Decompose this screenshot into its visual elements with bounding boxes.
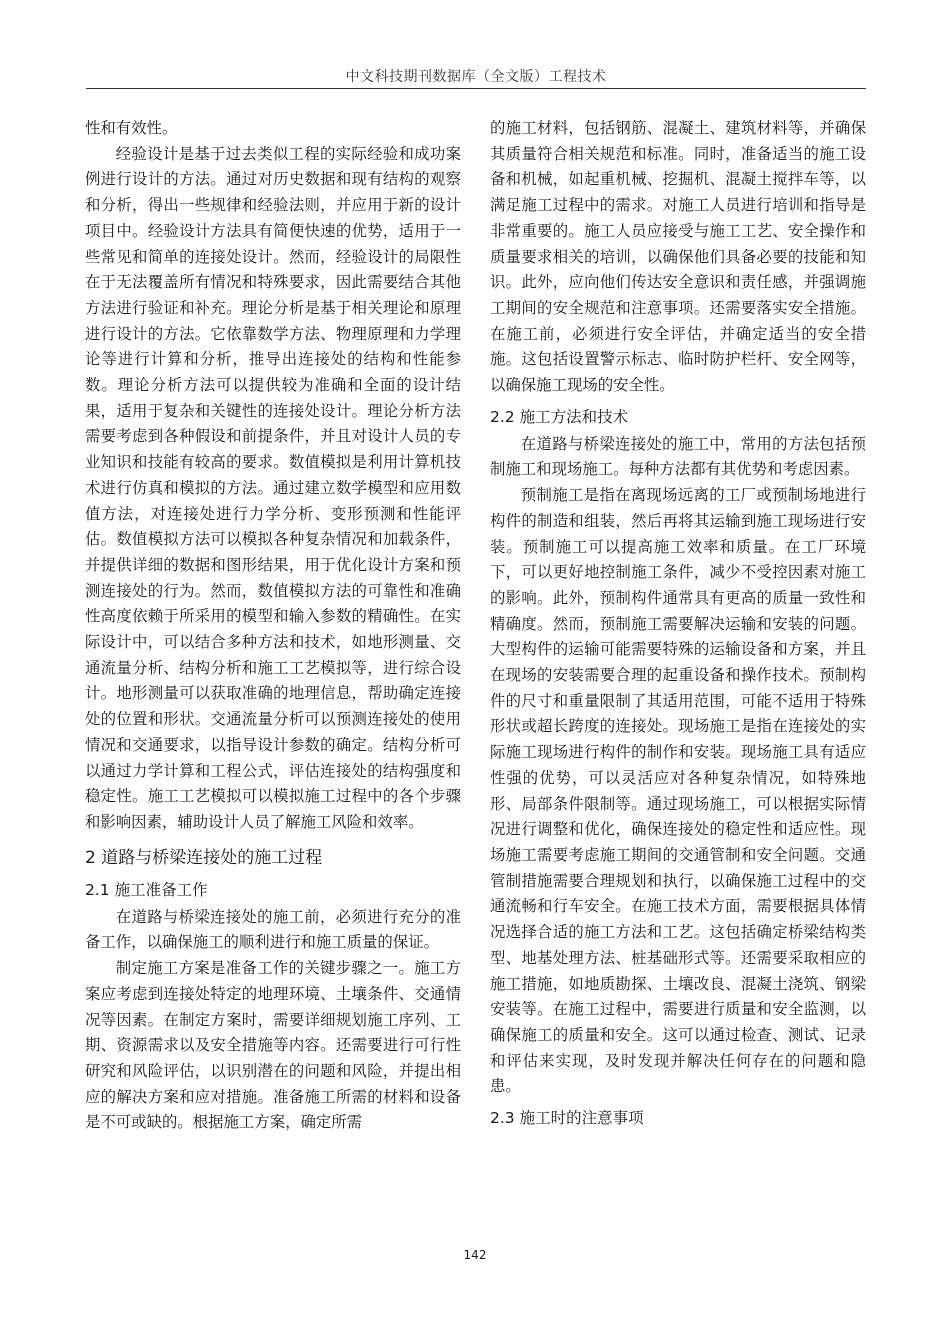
left-column — [85, 116, 461, 1136]
paragraph-continuation: 性和有效性。 — [85, 119, 178, 137]
subsection-heading-2-1: 2.1 施工准备工作 — [85, 880, 208, 899]
subsection-heading-2-2: 2.2 施工方法和技术 — [490, 407, 629, 426]
paragraph-prefab-and-onsite: 预制施工是指在离现场远离的工厂或预制场地进行构件的制造和组装，然后再将其运输到施工现场进行安装。预制施工可以提高施工效率和质量。在工厂环境下，可以更好地控制施工条件，减少不受控因素对施工的影响。此外，预制构件通常具有更高的质量一致性和精确度。然而，预制施工需要解决运输和安装的问题。大型构件的运输可能需要特殊的运输设备和方案，并且在现场的安装需要合理的起重设备和操作技术。预制构件的尺寸和重量限制了其适用范围，可能不适用于特殊形状或超长跨度的连接处。现场施工是指在连接处的实际施工现场进行构件的制作和安装。现场施工具有适应性强的优势，可以灵活应对各种复杂情况，如特殊地形、局部条件限制等。通过现场施工，可以根据实际情况进行调整和优化，确保连接处的稳定性和适应性。现场施工需要考虑施工期间的交通管制和安全问题。交通管制措施需要合理规划和执行，以确保施工过程中的交通流畅和行车安全。在施工技术方面，需要根据具体情况选择合适的施工方法和工艺。这包括确定桥梁结构类型、地基处理方法、桩基础形式等。还需要采取相应的施工措施，如地质勘探、土壤改良、混凝土浇筑、钢梁安装等。在施工过程中，需要进行质量和安全监测，以确保施工的质量和安全。这可以通过检查、测试、记录和评估来实现，及时发现并解决任何存在的问题和隐患。 — [490, 486, 866, 1096]
running-header: 中文科技期刊数据库（全文版）工程技术 — [345, 69, 607, 85]
section-heading-2: 2 道路与桥梁连接处的施工过程 — [85, 847, 323, 868]
subsection-heading-2-3: 2.3 施工时的注意事项 — [490, 1109, 644, 1128]
paragraph-methods-intro: 在道路与桥梁连接处的施工中，常用的方法包括预制施工和现场施工。每种方法都有其优势和考虑因素。 — [490, 434, 866, 479]
paragraph-preparation-intro: 在道路与桥梁连接处的施工前，必须进行充分的准备工作，以确保施工的顺利进行和施工质量的保证。 — [85, 907, 461, 952]
paragraph-construction-plan: 制定施工方案是准备工作的关键步骤之一。施工方案应考虑到连接处特定的地理环境、土壤条件、交通情况等因素。在制定方案时，需要详细规划施工序列、工期、资源需求以及安全措施等内容。还需要进行可行性研究和风险评估，以识别潜在的问题和风险，并提出相应的解决方案和应对措施。准备施工所需的材料和设备是不可或缺的。根据施工方案，确定所需 — [85, 959, 461, 1132]
page-number: 142 — [463, 1248, 487, 1262]
header-rule — [86, 88, 866, 89]
right-column — [490, 116, 866, 1133]
paragraph-design-methods: 经验设计是基于过去类似工程的实际经验和成功案例进行设计的方法。通过对历史数据和现有结构的观察和分析，得出一些规律和经验法则，并应用于新的设计项目中。经验设计方法具有简便快速的优势，适用于一些常见和简单的连接处设计。然而，经验设计的局限性在于无法覆盖所有情况和特殊要求，因此需要结合其他方法进行验证和补充。理论分析是基于相关理论和原理进行设计的方法。它依靠数学方法、物理原理和力学理论等进行计算和分析，推导出连接处的结构和性能参数。理论分析方法可以提供较为准确和全面的设计结果，适用于复杂和关键性的连接处设计。理论分析方法需要考虑到各种假设和前提条件，并且对设计人员的专业知识和技能有较高的要求。数值模拟是利用计算机技术进行仿真和模拟的方法。通过建立数学模型和应用数值方法，对连接处进行力学分析、变形预测和性能评估。数值模拟方法可以模拟各种复杂情况和加载条件，并提供详细的数据和图形结果，用于优化设计方案和预测连接处的行为。然而，数值模拟方法的可靠性和准确性高度依赖于所采用的模型和输入参数的精确性。在实际设计中，可以结合多种方法和技术，如地形测量、交通流量分析、结构分析和施工工艺模拟等，进行综合设计。地形测量可以获取准确的地理信息，帮助确定连接处的位置和形状。交通流量分析可以预测连接处的使用情况和交通要求，以指导设计参数的确定。结构分析可以通过力学计算和工程公式，评估连接处的结构强度和稳定性。施工工艺模拟可以模拟施工过程中的各个步骤和影响因素，辅助设计人员了解施工风险和效率。 — [85, 144, 461, 831]
paragraph-materials-continuation: 的施工材料，包括钢筋、混凝土、建筑材料等，并确保其质量符合相关规范和标准。同时，准备适当的施工设备和机械，如起重机械、挖掘机、混凝土搅拌车等，以满足施工过程中的需求。对施工人员进行培训和指导是非常重要的。施工人员应接受与施工工艺、安全操作和质量要求相关的培训，以确保他们具备必要的技能和知识。此外，应向他们传达安全意识和责任感，并强调施工期间的安全规范和注意事项。还需要落实安全措施。在施工前，必须进行安全评估，并确定适当的安全措施。这包括设置警示标志、临时防护栏杆、安全网等，以确保施工现场的安全性。 — [490, 119, 866, 395]
